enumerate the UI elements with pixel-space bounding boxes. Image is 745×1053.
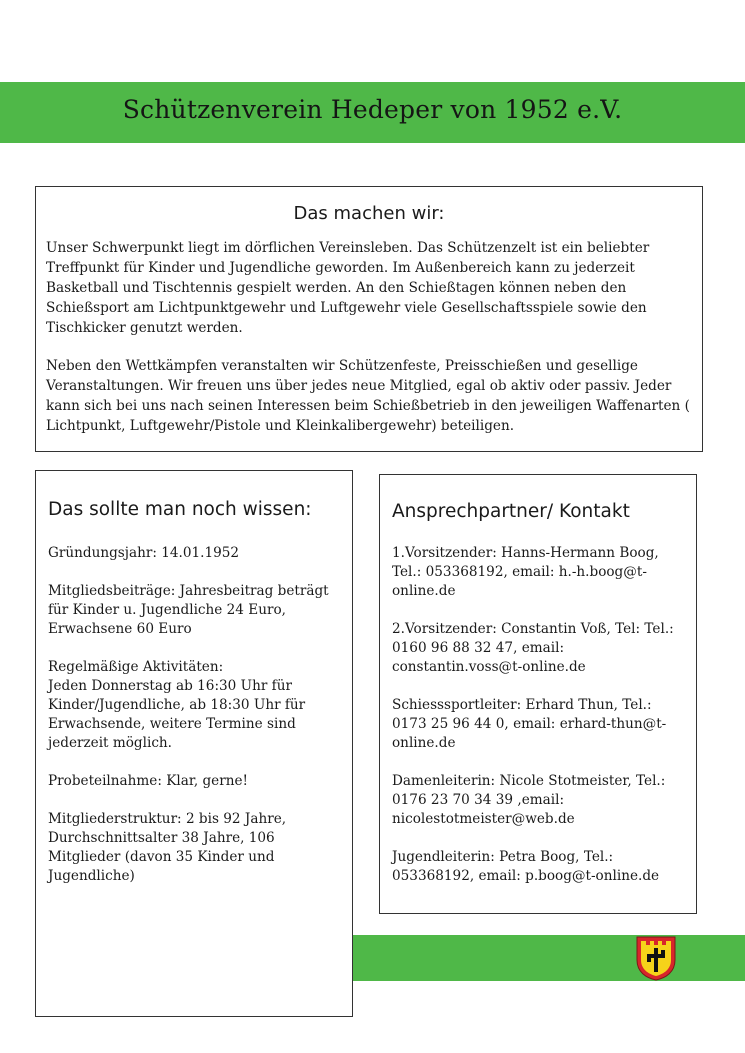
footer-bar (353, 935, 745, 981)
facts-item-text: Mitgliederstruktur: 2 bis 92 Jahre, Durchschnittsalter 38 Jahre, 106 Mitglieder (davon 35 Kinder und Jugendliche) (48, 811, 287, 884)
about-paragraph: Neben den Wettkämpfen veranstalten wir Schützenfeste, Preisschießen und gesellige Veranstaltungen. Wir freuen uns über jedes neue Mitglied, egal ob aktiv oder passiv. Jeder kann sich bei uns nach seinen Interessen beim Schießbetrieb in den jeweiligen Waffenarten ( Lichtpunkt, Luftgewehr/Pistole und Kleinkalibergewehr) beteiligen. (46, 358, 690, 434)
facts-heading: Das sollte man noch wissen: (48, 499, 312, 520)
contact-item: 1.Vorsitzender: Hanns-Hermann Boog, Tel.: 053368192, email: h.-h.boog@t-online.de (392, 545, 659, 599)
facts-item-text: Jeden Donnerstag ab 16:30 Uhr für Kinder/Jugendliche, ab 18:30 Uhr für Erwachsende, weitere Termine sind jederzeit möglich. (48, 678, 306, 751)
facts-item-activities (48, 658, 340, 753)
facts-item-trial (48, 772, 340, 791)
about-paragraph: Unser Schwerpunkt liegt im dörflichen Vereinsleben. Das Schützenzelt ist ein beliebter Treffpunkt für Kinder und Jugendliche geworden. Im Außenbereich kann zu jederzeit Basketball und Tischtennis gespielt werden. An den Schießtagen können neben den Schießsport am Lichtpunktgewehr und Luftgewehr viele Gesellschaftsspiele sowie den Tischkicker genutzt werden. (46, 240, 650, 336)
header-banner (0, 82, 745, 143)
facts-item-text: Mitgliedsbeiträge: Jahresbeitrag beträgt für Kinder u. Jugendliche 24 Euro, Erwachsene 60 Euro (48, 583, 329, 637)
contact-item: 2.Vorsitzender: Constantin Voß, Tel: Tel.: 0160 96 88 32 47, email: constantin.voss@t-online.de (392, 621, 674, 675)
contact-item: Schiesssportleiter: Erhard Thun, Tel.: 0173 25 96 44 0, email: erhard-thun@t-online.de (392, 697, 667, 751)
facts-item-text: Probeteilnahme: Klar, gerne! (48, 773, 248, 789)
facts-item-members (48, 810, 340, 886)
facts-item-fees (48, 582, 340, 639)
contact-item: Damenleiterin: Nicole Stotmeister, Tel.: 0176 23 70 34 39 ,email: nicolestotmeister@web.de (392, 773, 666, 827)
facts-section (35, 470, 353, 1017)
about-heading: Das machen wir: (293, 203, 445, 224)
about-section (35, 186, 703, 452)
contact-item: Jugendleiterin: Petra Boog, Tel.: 053368192, email: p.boog@t-online.de (392, 849, 660, 884)
contacts-heading: Ansprechpartner/ Kontakt (392, 501, 630, 522)
facts-item-founding (48, 544, 340, 563)
facts-item-text: Gründungsjahr: 14.01.1952 (48, 545, 240, 561)
facts-item-text: Regelmäßige Aktivitäten: (48, 659, 224, 675)
coat-of-arms-icon (636, 936, 676, 981)
contacts-section (379, 474, 697, 914)
page-title: Schützenverein Hedeper von 1952 e.V. (122, 95, 623, 124)
